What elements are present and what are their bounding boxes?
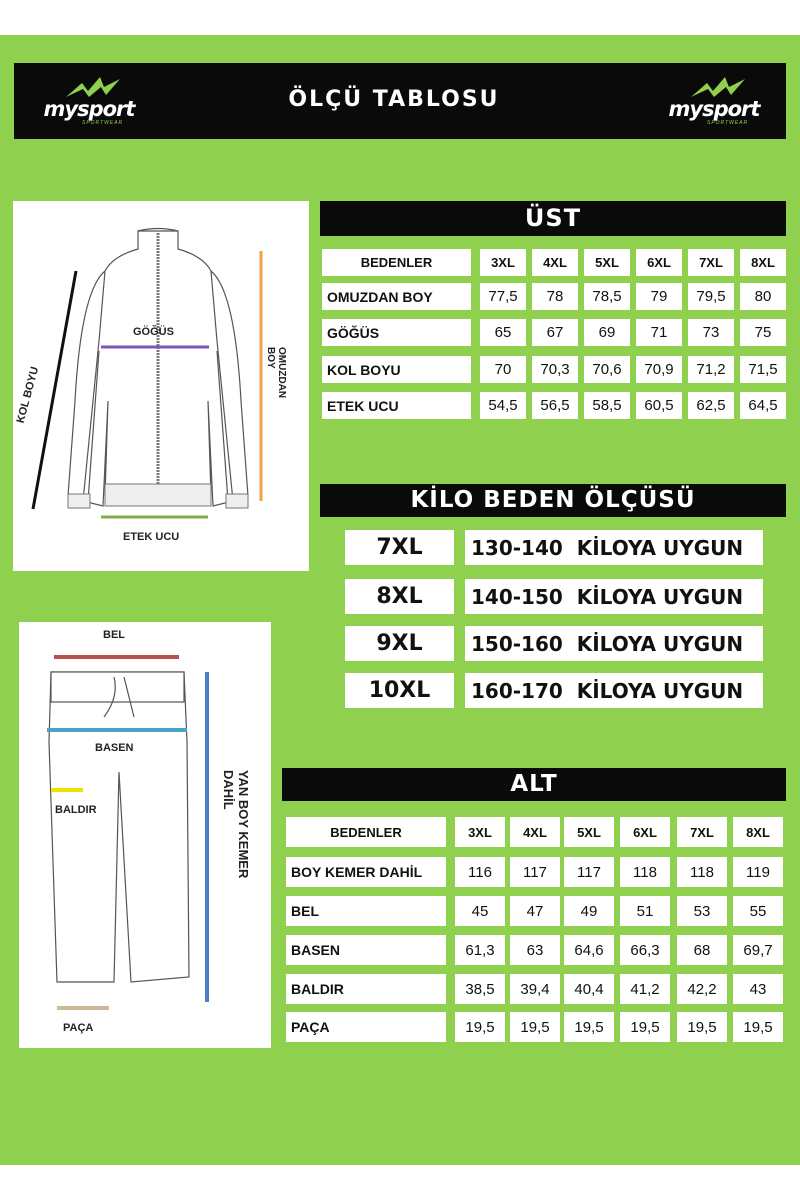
table-header-size: 7XL — [677, 817, 727, 847]
table-header-size: 7XL — [688, 249, 734, 276]
header-banner — [14, 63, 786, 139]
table-cell: 39,4 — [510, 974, 560, 1004]
table-cell: 118 — [620, 857, 670, 887]
table-row-label: BOY KEMER DAHİL — [286, 857, 446, 887]
kilo-range-cell: 130-140 KİLOYA UYGUN — [465, 530, 763, 565]
table-cell: 43 — [733, 974, 783, 1004]
table-row-label: BEL — [286, 896, 446, 926]
table-header-size: 8XL — [740, 249, 786, 276]
table-row-label: KOL BOYU — [322, 356, 471, 383]
table-cell: 45 — [455, 896, 505, 926]
table-cell: 41,2 — [620, 974, 670, 1004]
table-cell: 73 — [688, 319, 734, 346]
page-title: ÖLÇÜ TABLOSU — [288, 87, 500, 112]
table-cell: 70,6 — [584, 356, 630, 383]
table-header-size: 3XL — [455, 817, 505, 847]
table-cell: 51 — [620, 896, 670, 926]
table-cell: 65 — [480, 319, 526, 346]
table-cell: 19,5 — [677, 1012, 727, 1042]
chest-label: GÖĞÜS — [133, 326, 174, 338]
kilo-size-cell: 10XL — [345, 673, 454, 708]
calf-label: BALDIR — [55, 804, 97, 816]
table-cell: 69 — [584, 319, 630, 346]
table-row-label: PAÇA — [286, 1012, 446, 1042]
table-row-label: GÖĞÜS — [322, 319, 471, 346]
leg-opening-label: PAÇA — [63, 1022, 94, 1034]
waist-label: BEL — [103, 629, 125, 641]
kilo-range-cell: 160-170 KİLOYA UYGUN — [465, 673, 763, 708]
table-cell: 62,5 — [688, 392, 734, 419]
table-cell: 75 — [740, 319, 786, 346]
table-cell: 70,3 — [532, 356, 578, 383]
logo-wordmark: mysport — [668, 97, 760, 121]
table-cell: 19,5 — [510, 1012, 560, 1042]
table-cell: 69,7 — [733, 935, 783, 965]
shoulder-length-label: OMUZDAN BOY — [265, 347, 287, 399]
table-cell: 19,5 — [620, 1012, 670, 1042]
logo-mountain-icon — [689, 75, 749, 99]
table-cell: 49 — [564, 896, 614, 926]
table-cell: 78 — [532, 283, 578, 310]
table-cell: 70 — [480, 356, 526, 383]
logo-mountain-icon — [64, 75, 124, 99]
table-cell: 68 — [677, 935, 727, 965]
table-cell: 117 — [510, 857, 560, 887]
hip-label: BASEN — [95, 742, 134, 754]
table-cell: 40,4 — [564, 974, 614, 1004]
pants-diagram — [19, 622, 271, 1048]
alt-section-title: ALT — [282, 768, 786, 801]
table-header-label: BEDENLER — [322, 249, 471, 276]
table-cell: 64,5 — [740, 392, 786, 419]
table-cell: 42,2 — [677, 974, 727, 1004]
table-cell: 55 — [733, 896, 783, 926]
table-cell: 19,5 — [455, 1012, 505, 1042]
side-length-label: YAN BOY KEMER DAHİL — [221, 770, 251, 879]
table-header-size: 4XL — [532, 249, 578, 276]
table-cell: 58,5 — [584, 392, 630, 419]
logo-wordmark: mysport — [43, 97, 135, 121]
table-cell: 71,2 — [688, 356, 734, 383]
logo-subtext: SPORTWEAR — [82, 120, 124, 126]
table-cell: 67 — [532, 319, 578, 346]
table-cell: 64,6 — [564, 935, 614, 965]
table-cell: 56,5 — [532, 392, 578, 419]
table-cell: 63 — [510, 935, 560, 965]
table-header-size: 6XL — [636, 249, 682, 276]
kilo-section-title: KİLO BEDEN ÖLÇÜSÜ — [320, 484, 786, 517]
table-cell: 53 — [677, 896, 727, 926]
brand-logo — [34, 75, 144, 127]
table-header-size: 6XL — [620, 817, 670, 847]
ust-section-title: ÜST — [320, 201, 786, 236]
table-cell: 70,9 — [636, 356, 682, 383]
table-header-size: 4XL — [510, 817, 560, 847]
table-cell: 80 — [740, 283, 786, 310]
table-cell: 19,5 — [564, 1012, 614, 1042]
table-row-label: OMUZDAN BOY — [322, 283, 471, 310]
logo-subtext: SPORTWEAR — [707, 120, 749, 126]
hem-label: ETEK UCU — [123, 531, 180, 543]
table-cell: 61,3 — [455, 935, 505, 965]
kilo-size-cell: 9XL — [345, 626, 454, 661]
table-cell: 71 — [636, 319, 682, 346]
kilo-size-cell: 8XL — [345, 579, 454, 614]
kilo-range-cell: 150-160 KİLOYA UYGUN — [465, 626, 763, 661]
table-header-size: 3XL — [480, 249, 526, 276]
table-cell: 38,5 — [455, 974, 505, 1004]
table-cell: 117 — [564, 857, 614, 887]
kilo-size-cell: 7XL — [345, 530, 454, 565]
brand-logo — [659, 75, 769, 127]
table-cell: 116 — [455, 857, 505, 887]
jacket-diagram — [13, 201, 309, 571]
table-cell: 54,5 — [480, 392, 526, 419]
table-row-label: ETEK UCU — [322, 392, 471, 419]
table-row-label: BALDIR — [286, 974, 446, 1004]
table-cell: 19,5 — [733, 1012, 783, 1042]
table-cell: 71,5 — [740, 356, 786, 383]
table-cell: 60,5 — [636, 392, 682, 419]
table-cell: 66,3 — [620, 935, 670, 965]
table-cell: 47 — [510, 896, 560, 926]
table-cell: 119 — [733, 857, 783, 887]
table-header-label: BEDENLER — [286, 817, 446, 847]
table-cell: 77,5 — [480, 283, 526, 310]
table-cell: 118 — [677, 857, 727, 887]
sleeve-label: KOL BOYU — [14, 365, 42, 425]
table-header-size: 5XL — [564, 817, 614, 847]
table-header-size: 8XL — [733, 817, 783, 847]
table-cell: 78,5 — [584, 283, 630, 310]
table-cell: 79,5 — [688, 283, 734, 310]
table-row-label: BASEN — [286, 935, 446, 965]
table-header-size: 5XL — [584, 249, 630, 276]
table-cell: 79 — [636, 283, 682, 310]
kilo-range-cell: 140-150 KİLOYA UYGUN — [465, 579, 763, 614]
